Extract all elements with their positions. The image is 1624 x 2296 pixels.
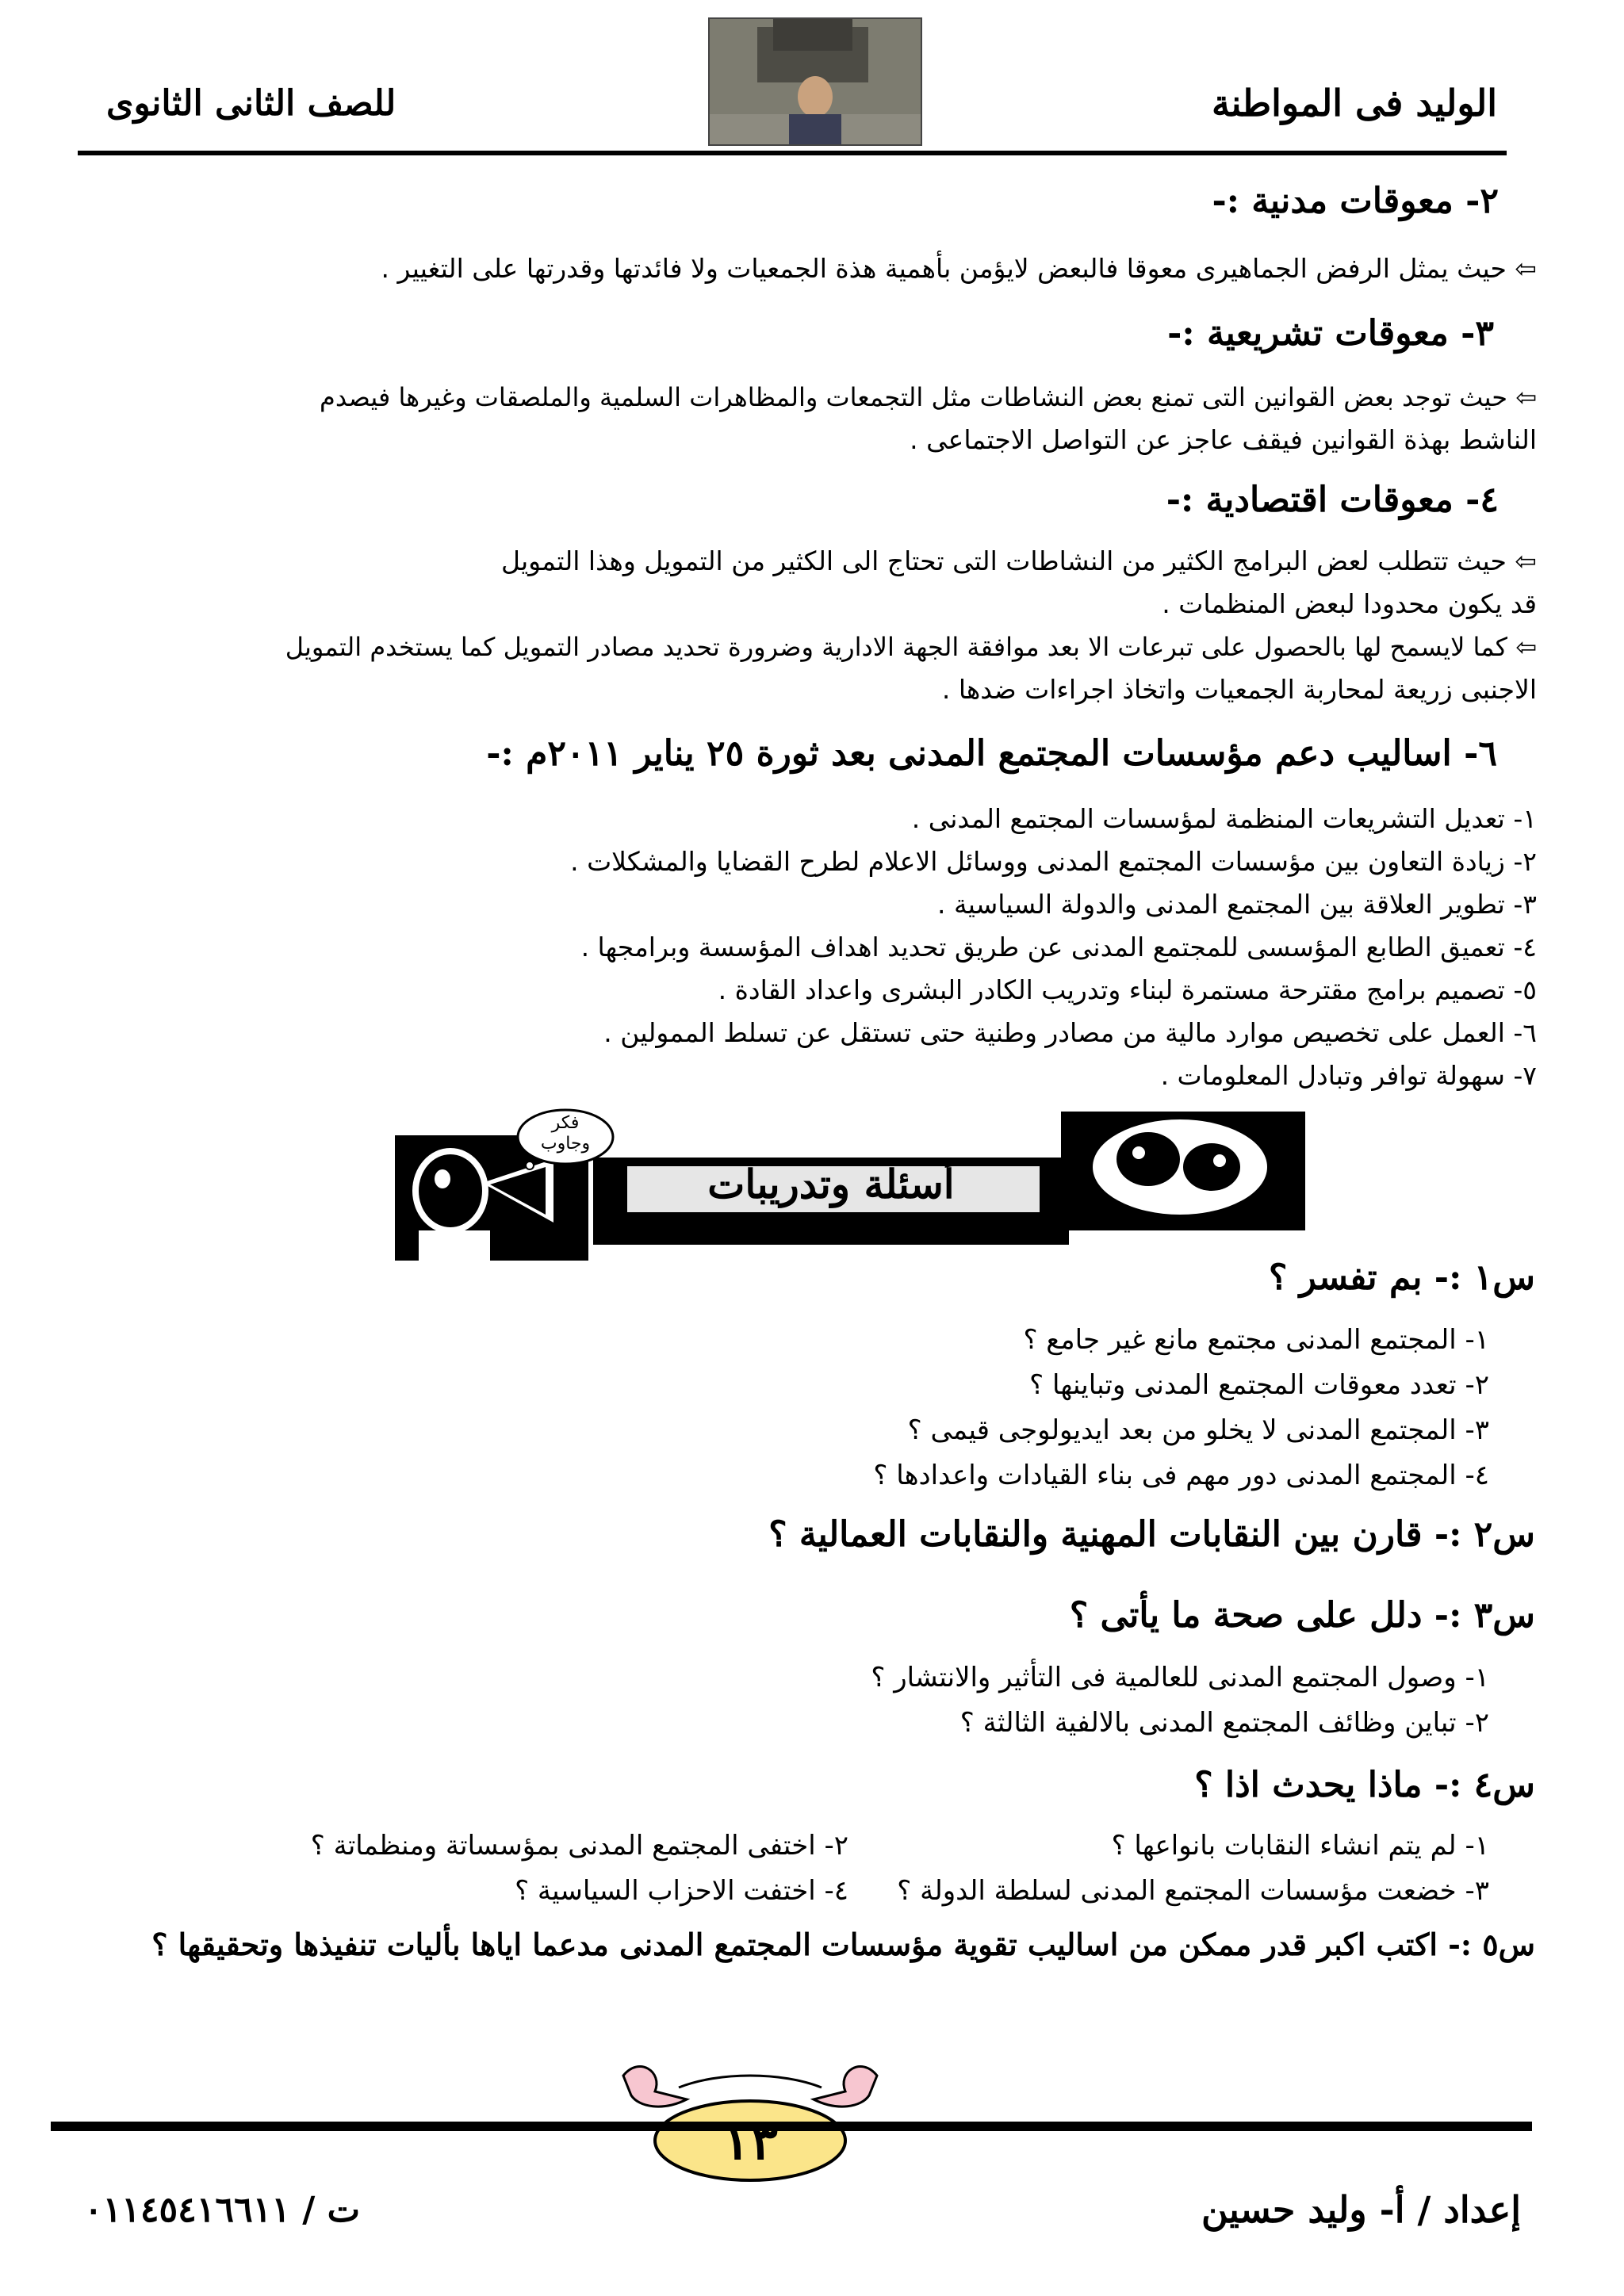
section-6-heading: ٦- اساليب دعم مؤسسات المجتمع المدنى بعد ثورة ٢٥ يناير ٢٠١١م :- [486, 733, 1497, 774]
section-3-heading: ٣- معوقات تشريعية :- [1167, 313, 1494, 354]
list-item: ٢- تباين وظائف المجتمع المدنى بالالفية الثالثة ؟ [959, 1707, 1489, 1739]
list-item: ٣- خضعت مؤسسات المجتمع المدنى لسلطة الدولة ؟ [897, 1875, 1489, 1907]
header-title-left: للصف الثانى الثانوى [106, 83, 396, 124]
author-photo [708, 17, 922, 146]
section-4-para-2-line-1: ⇦ كما لايسمح لها بالحصول على تبرعات الا بعد موافقة الجهة الادارية وضرورة تحديد مصادر التمويل كما يستخدم التمويل [285, 632, 1537, 662]
section-2-heading: ٢- معوقات مدنية :- [1212, 181, 1499, 221]
cartoon-right [1061, 1112, 1305, 1230]
question-5-heading: س٥ :- اكتب اكبر قدر ممكن من اساليب تقوية مؤسسات المجتمع المدنى مدعما اياها بأليات تنفيذها وتحقيقها ؟ [151, 1927, 1535, 1962]
list-item: ٧- سهولة توافر وتبادل المعلومات . [1160, 1060, 1537, 1091]
list-item: ٥- تصميم برامج مقترحة مستمرة لبناء وتدريب الكادر البشرى واعداد القادة . [718, 974, 1537, 1005]
banner-title: أسئلة وتدريبات [707, 1161, 955, 1207]
question-1-heading: س١ :- بم تفسر ؟ [1268, 1257, 1535, 1298]
exercises-banner [395, 1107, 1305, 1264]
section-3-line-1: ⇦ حيث توجد بعض القوانين التى تمنع بعض النشاطات مثل التجمعات والمظاهرات السلمية والملصقات وغيرها فيصدم [320, 382, 1537, 412]
section-4-para-1-line-2: قد يكون محدودا لبعض المنظمات . [1162, 588, 1537, 619]
list-item: ٤- اختفت الاحزاب السياسية ؟ [515, 1875, 848, 1907]
list-item: ٢- زيادة التعاون بين مؤسسات المجتمع المدنى ووسائل الاعلام لطرح القضايا والمشكلات . [570, 846, 1537, 877]
section-4-para-2-line-2: الاجنبى زريعة لمحاربة الجمعيات واتخاذ اجراءات ضدها . [941, 674, 1537, 705]
list-item: ٤- المجتمع المدنى دور مهم فى بناء القيادات واعدادها ؟ [873, 1460, 1489, 1491]
question-4-right-column [897, 1823, 1489, 1914]
question-1-list [873, 1318, 1489, 1498]
footer-author: إعداد / أ- وليد حسين [1201, 2188, 1521, 2231]
question-4-heading: س٤ :- ماذا يحدث اذا ؟ [1194, 1765, 1535, 1805]
question-3-list [871, 1655, 1489, 1746]
question-2-heading: س٢ :- قارن بين النقابات المهنية والنقابات العمالية ؟ [768, 1514, 1535, 1555]
list-item: ١- المجتمع المدنى مجتمع مانع غير جامع ؟ [1023, 1324, 1489, 1356]
page-number: ١٣ [722, 2110, 779, 2172]
list-item: ٣- تطوير العلاقة بين المجتمع المدنى والدولة السياسية . [937, 889, 1537, 920]
section-6-list [347, 798, 1537, 1097]
bubble-text-1: فكر [551, 1113, 580, 1133]
list-item: ٢- اختفى المجتمع المدنى بمؤسساتة ومنظماتة ؟ [310, 1830, 848, 1862]
section-2-text: ⇦ حيث يمثل الرفض الجماهيرى معوقا فالبعض لايؤمن بأهمية هذة الجمعيات ولا فائدتها وقدرتها على التغيير . [381, 253, 1537, 284]
list-item: ٢- تعدد معوقات المجتمع المدنى وتباينها ؟ [1029, 1369, 1489, 1401]
banner-board [593, 1158, 1069, 1245]
thinking-man-icon [1061, 1112, 1305, 1230]
author-photo-illustration [710, 19, 921, 144]
header-title-right: الوليد فى المواطنة [1211, 82, 1497, 124]
list-item: ٤- تعميق الطابع المؤسسى للمجتمع المدنى عن طريق تحديد اهداف المؤسسة وبرامجها . [580, 932, 1537, 962]
list-item: ٦- العمل على تخصيص موارد مالية من مصادر وطنية حتى تستقل عن تسلط الممولين . [603, 1017, 1537, 1048]
list-item: ١- لم يتم انشاء النقابات بانواعها ؟ [1111, 1830, 1489, 1862]
header-rule [78, 151, 1507, 155]
list-item: ١- وصول المجتمع المدنى للعالمية فى التأثير والانتشار ؟ [871, 1662, 1489, 1693]
bubble-text-2: وجاوب [540, 1134, 591, 1154]
section-3-line-2: الناشط بهذة القوانين فيقف عاجز عن التواصل الاجتماعى . [910, 424, 1537, 455]
list-item: ١- تعديل التشريعات المنظمة لمؤسسات المجتمع المدنى . [911, 803, 1537, 834]
question-3-heading: س٣ :- دلل على صحة ما يأتى ؟ [1069, 1595, 1535, 1636]
list-item: ٣- المجتمع المدنى لا يخلو من بعد ايديولوجى قيمى ؟ [907, 1414, 1489, 1446]
section-4-heading: ٤- معوقات اقتصادية :- [1166, 480, 1499, 520]
question-4-left-column [311, 1823, 848, 1914]
footer-phone: ت / ٠١١٤٥٤١٦٦١١ [84, 2190, 361, 2230]
thought-bubble [514, 1107, 617, 1170]
section-4-para-1-line-1: ⇦ حيث تتطلب لعض البرامج الكثير من النشاطات التى تحتاج الى الكثير من التمويل وهذا التمويل [500, 545, 1537, 576]
